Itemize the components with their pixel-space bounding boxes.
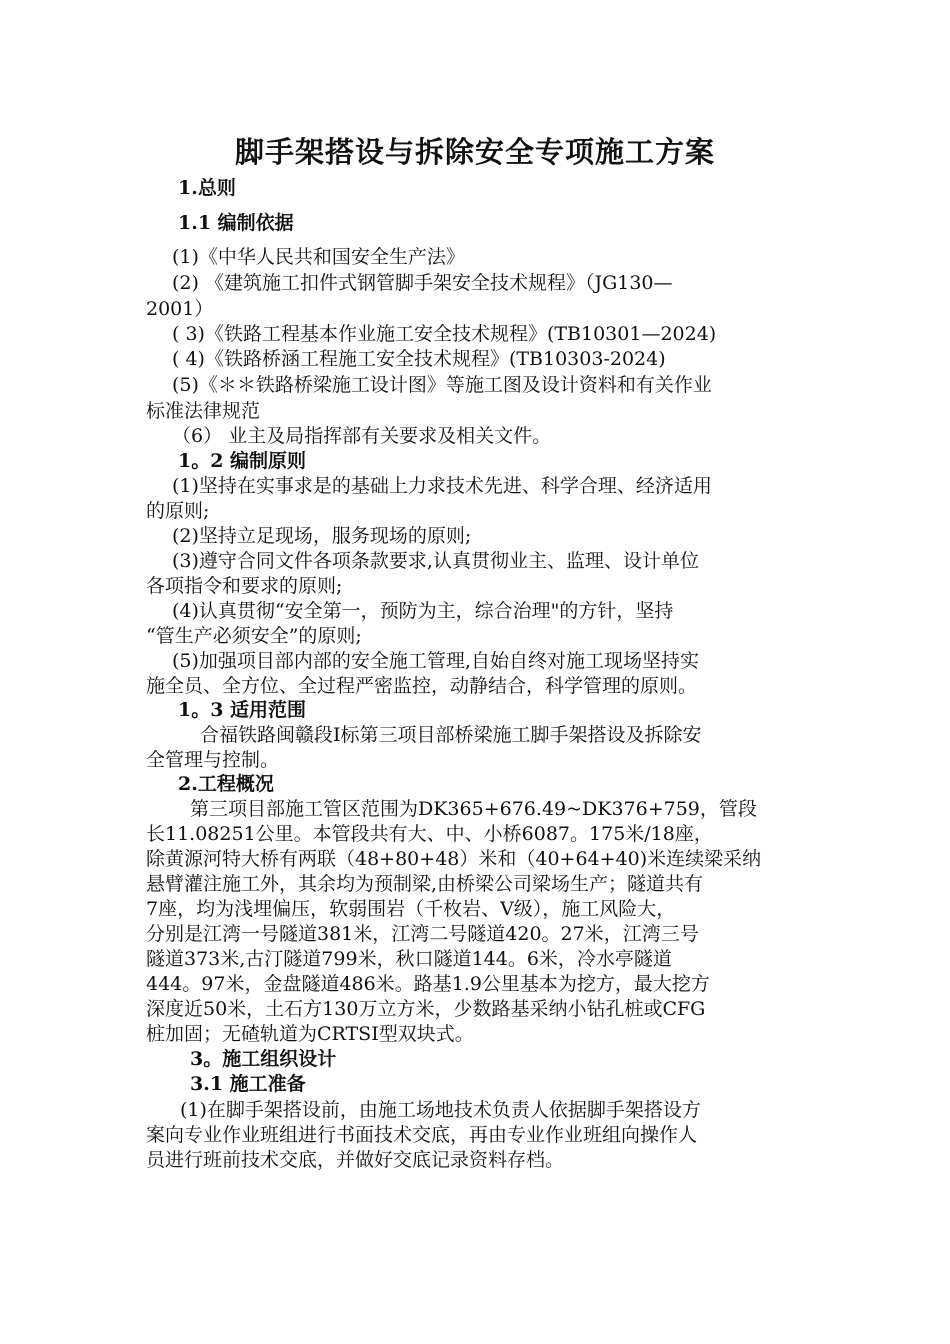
text-line: (1)《中华人民共和国安全生产法》 xyxy=(172,246,465,268)
heading-3-1: 3.1 施工准备 xyxy=(190,1073,306,1095)
text-line: 标准法律规范 xyxy=(146,400,261,422)
heading-1-2: 1。2 编制原则 xyxy=(178,450,307,472)
text-line: 的原则; xyxy=(146,500,210,522)
text-line: 施全员、全方位、全过程严密监控，动静结合，科学管理的原则。 xyxy=(146,675,698,697)
text-line: “管生产必须安全”的原则; xyxy=(146,625,362,647)
text-line: 桩加固；无碴轨道为CRTSⅠ型双块式。 xyxy=(146,1023,474,1045)
heading-1-1: 1.1 编制依据 xyxy=(178,212,294,234)
text-line: 各项指令和要求的原则; xyxy=(146,575,343,597)
heading-1-3: 1。3 适用范围 xyxy=(178,699,307,721)
text-line: (5)《＊＊铁路桥梁施工设计图》等施工图及设计资料和有关作业 xyxy=(172,374,712,396)
text-line: 深度近50米，土石方130万立方米，少数路基采纳小钻孔桩或CFG xyxy=(146,998,706,1020)
text-line: 合福铁路闽赣段Ⅰ标第三项目部桥梁施工脚手架搭设及拆除安 xyxy=(200,724,702,746)
text-line: ( 4)《铁路桥涵工程施工安全技术规程》(TB10303-2024) xyxy=(172,348,666,370)
text-line: 长11.08251公里。本管段共有大、中、小桥6087。175米/18座， xyxy=(146,823,713,845)
text-line: 员进行班前技术交底，并做好交底记录资料存档。 xyxy=(146,1149,565,1171)
text-line: (1)坚持在实事求是的基础上力求技术先进、科学合理、经济适用 xyxy=(172,475,712,497)
text-line: 7座，均为浅埋偏压，软弱围岩（千枚岩、Ⅴ级），施工风险大， xyxy=(146,898,676,920)
text-line: 案向专业作业班组进行书面技术交底，再由专业作业班组向操作人 xyxy=(146,1124,698,1146)
text-line: 2001） xyxy=(146,298,214,320)
heading-3: 3。施工组织设计 xyxy=(190,1048,337,1070)
document-title: 脚手架搭设与拆除安全专项施工方案 xyxy=(234,135,715,169)
text-line: (5)加强项目部内部的安全施工管理,自始自终对施工现场坚持实 xyxy=(172,650,699,672)
heading-1: 1.总则 xyxy=(178,177,236,199)
text-line: (2) 《建筑施工扣件式钢管脚手架安全技术规程》（JG130— xyxy=(172,272,673,294)
text-line: (1)在脚手架搭设前，由施工场地技术负责人依据脚手架搭设方 xyxy=(180,1099,701,1121)
text-line: 分别是江湾一号隧道381米，江湾二号隧道420。27米，江湾三号 xyxy=(146,923,699,945)
heading-2: 2.工程概况 xyxy=(178,773,274,795)
text-line: 隧道373米,古汀隧道799米，秋口隧道144。6米，冷水亭隧道 xyxy=(146,948,672,970)
text-line: (2)坚持立足现场，服务现场的原则; xyxy=(172,525,472,547)
text-line: 悬臂灌注施工外，其余均为预制梁,由桥梁公司梁场生产；隧道共有 xyxy=(146,873,704,895)
text-line: 全管理与控制。 xyxy=(146,749,280,771)
text-line: ( 3)《铁路工程基本作业施工安全技术规程》(TB10301—2024) xyxy=(172,323,717,345)
text-line: （6） 业主及局指挥部有关要求及相关文件。 xyxy=(172,425,552,447)
text-line: (3)遵守合同文件各项条款要求,认真贯彻业主、监理、设计单位 xyxy=(172,550,699,572)
text-line: 第三项目部施工管区范围为DK365+676.49~DK376+759，管段 xyxy=(190,798,757,820)
text-line: 444。97米，金盘隧道486米。路基1.9公里基本为挖方，最大挖方 xyxy=(146,973,710,995)
text-line: (4)认真贯彻“安全第一，预防为主，综合治理"的方针，坚持 xyxy=(172,600,674,622)
text-line: 除黄源河特大桥有两联（48+80+48）米和（40+64+40)米连续梁采纳 xyxy=(146,848,762,870)
